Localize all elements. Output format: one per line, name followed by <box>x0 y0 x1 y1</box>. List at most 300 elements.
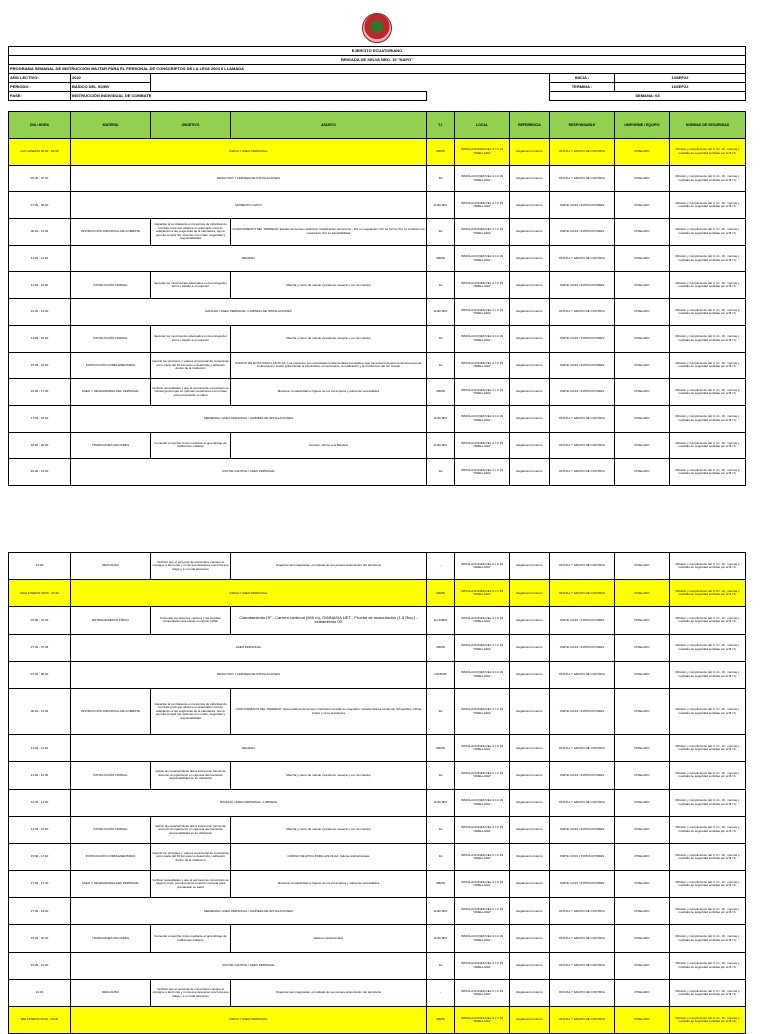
cell-uniform: PIXELADO <box>615 661 670 688</box>
cell-location: INSTALACIONES DEL C.I.C.19 "ORELLANA" <box>455 139 510 166</box>
cell-uniform: PIXELADO <box>615 688 670 734</box>
cell-activity: RANCHO / ASEO PERSONAL / LIMPIEZA <box>71 789 427 816</box>
cell-reference: Reglamento Interno <box>510 299 550 326</box>
cell-uniform: PIXELADO <box>615 871 670 898</box>
cell-location: INSTALACIONES DEL C.I.C.19 "ORELLANA" <box>455 379 510 406</box>
cell-responsible: OIRTE CIC19 / INSTRUCTORES <box>550 634 615 661</box>
cell-topic: CODIGO DE ETICA PARA LAS FF.AA: Los principios son enunciados fundamentales inmutables, que fomentan la buena conducta personal, institucional y social, gobernando la efectividad, el crecimiento, la realización y la conducción del ser cuerpo <box>231 352 427 379</box>
cell-activity: USO DE CANTINA / ASEO PERSONAL <box>71 952 427 979</box>
cell-responsible: OFICIAL Y GRUPO DE CONTROL <box>550 459 615 486</box>
table-row <box>9 1007 746 1034</box>
cell-day-hour: 14:00 - 15:00 <box>9 816 71 843</box>
table-row <box>9 165 746 192</box>
cell-reference: Reglamento Interno <box>510 352 550 379</box>
cell-location: INSTALACIONES DEL C.I.C.19 "ORELLANA" <box>455 607 510 634</box>
cell-location: INSTALACIONES DEL C.I.C.19 "ORELLANA" <box>455 898 510 925</box>
cell-activity: MERIENDA / ASEO PERSONAL / LIMPIEZA DE INSTALACIONES <box>71 898 427 925</box>
cell-uniform: PIXELADO <box>615 1007 670 1034</box>
cell-subject: TRADICIONES MILITARES <box>71 925 151 952</box>
cell-reference: Reglamento Interno <box>510 898 550 925</box>
cell-responsible: OFICIAL Y GRUPO DE CONTROL <box>550 580 615 607</box>
cell-reference: Reglamento Interno <box>510 192 550 219</box>
cell-uniform: PIXELADO <box>615 580 670 607</box>
cell-reference: Reglamento Interno <box>510 789 550 816</box>
cell-safety: Difusión y cumplimiento del C.I.C. 19 , normas y medidas de seguridad emitidas por el B.I.S. <box>670 843 746 870</box>
cell-safety: Difusión y cumplimiento del C.I.C. 19 , normas y medidas de seguridad emitidas por el B.I.S. <box>670 245 746 272</box>
year-value: 2022 <box>71 74 151 83</box>
cell-subject: DESCANSO <box>71 979 151 1006</box>
cell-location: INSTALACIONES DEL C.I.C.19 "ORELLANA" <box>455 1007 510 1034</box>
cell-subject: INSTRUCCIÓN INDIVIDUAL DE COMBATE <box>71 219 151 246</box>
cell-time: 30MIN <box>427 379 455 406</box>
table-row <box>9 762 746 789</box>
cell-uniform: PIXELADO <box>615 192 670 219</box>
cell-responsible: OFICIAL Y GRUPO DE CONTROL <box>550 898 615 925</box>
cell-location: INSTALACIONES DEL C.I.C.19 "ORELLANA" <box>455 245 510 272</box>
cell-responsible: OFICIAL Y GRUPO DE CONTROL <box>550 925 615 952</box>
cell-day-hour: 21:00 <box>9 553 71 580</box>
cell-location: INSTALACIONES DEL C.I.C.19 "ORELLANA" <box>455 580 510 607</box>
cell-activity: DIANA Y ASEO PERSONAL <box>71 1007 427 1034</box>
cell-responsible: OFICIAL Y GRUPO DE CONTROL <box>550 735 615 762</box>
table-row <box>9 432 746 459</box>
cell-day-hour: 19:00 - 20:30 <box>9 925 71 952</box>
cell-topic: CONOCIMIENTO DEL TERRENO: Estudio del terreno definición Clasificación del terreno - Por su vegetación: Por su forma, Por su condición de naturaleza, Por su transitabilidad <box>231 219 427 246</box>
table-row <box>9 139 746 166</box>
cell-subject: INSTRUCCIÓN INDIVIDUAL DE COMBATE <box>71 688 151 734</box>
cell-location: INSTALACIONES DEL C.I.C.19 "ORELLANA" <box>455 459 510 486</box>
cell-location: INSTALACIONES DEL C.I.C.19 "ORELLANA" <box>455 405 510 432</box>
phase-value: INSTRUCCIÓN INDIVIDUAL DE COMBATE <box>71 92 427 101</box>
cell-objective: Verificar necesidades y que el personal de conscriptos se haga en buen personal de la conexión correcta para precautelar su salud <box>151 871 231 898</box>
cell-time: 30MIN <box>427 139 455 166</box>
cell-reference: Reglamento Interno <box>510 843 550 870</box>
cell-location: INSTALACIONES DEL C.I.C.19 "ORELLANA" <box>455 762 510 789</box>
cell-day-hour: 17:00 - 17:30 <box>9 871 71 898</box>
cell-reference: Reglamento Interno <box>510 1007 550 1034</box>
cell-time: 1H <box>427 762 455 789</box>
cell-safety: Difusión y cumplimiento del C.I.C. 19 , normas y medidas de seguridad emitidas por el B.I.S. <box>670 325 746 352</box>
cell-safety: Difusión y cumplimiento del C.I.C. 19 , normas y medidas de seguridad emitidas por el B.I.S. <box>670 607 746 634</box>
table-row <box>9 580 746 607</box>
column-header: T.I. <box>427 112 455 139</box>
cell-reference: Reglamento Interno <box>510 580 550 607</box>
cell-day-hour: 06:00 - 07:30 <box>9 607 71 634</box>
period-value: BÁSICO DEL SOMV <box>71 83 151 92</box>
column-header: MATERIA <box>71 112 151 139</box>
cell-uniform: PIXELADO <box>615 459 670 486</box>
cell-activity: DIANA Y ASEO PERSONAL <box>71 139 427 166</box>
cell-subject: ASEO Y NECESIDADES DEL PERSONAL <box>71 379 151 406</box>
cell-safety: Difusión y cumplimiento del C.I.C. 19 , normas y medidas de seguridad emitidas por el B.I.S. <box>670 219 746 246</box>
cell-uniform: PIXELADO <box>615 634 670 661</box>
cell-safety: Difusión y cumplimiento del C.I.C. 19 , normas y medidas de seguridad emitidas por el B.I.S. <box>670 634 746 661</box>
cell-responsible: OFICIAL Y GRUPO DE CONTROL <box>550 789 615 816</box>
cell-time: 1H30 MIN <box>427 898 455 925</box>
cell-time: 30MIN <box>427 735 455 762</box>
week-label: SEMANA: 03 <box>550 92 746 101</box>
year-label: AÑO LECTIVO: <box>9 74 71 83</box>
cell-time: 1H30 MIN <box>427 789 455 816</box>
cell-uniform: PIXELADO <box>615 245 670 272</box>
cell-location: INSTALACIONES DEL C.I.C.19 "ORELLANA" <box>455 661 510 688</box>
cell-day-hour: 15:00 - 17:00 <box>9 843 71 870</box>
cell-safety: Difusión y cumplimiento del C.I.C. 19 , normas y medidas de seguridad emitidas por el B.I.S. <box>670 580 746 607</box>
cell-uniform: PIXELADO <box>615 762 670 789</box>
cell-topic: Organizar las imaginarias, el cuidado de sus pertenencias dentro del dormitorio <box>231 979 427 1006</box>
column-header: ASUNTO <box>231 112 427 139</box>
cell-day-hour: MIE 14SEP22 06:00 - 06:30 <box>9 1007 71 1034</box>
cell-objective: Capacitar al combatiente en la técnica de individual de combate para que alcance un adecuado nivel de adaptación a las exigencias de la naturaleza, que le permita cumplir las misiones con orden, seguridad y responsabilidad <box>151 688 231 734</box>
cell-reference: Reglamento Interno <box>510 432 550 459</box>
schedule-header-table <box>8 46 746 486</box>
cell-objective: Fomentar el espíritu cívico mediante el aprendizaje de tradiciones militares <box>151 925 231 952</box>
cell-responsible: OFICIAL Y GRUPO DE CONTROL <box>550 299 615 326</box>
table-row <box>9 219 746 246</box>
cell-reference: Reglamento Interno <box>510 762 550 789</box>
cell-safety: Difusión y cumplimiento del C.I.C. 19 , normas y medidas de seguridad emitidas por el B.I.S. <box>670 789 746 816</box>
cell-safety: Difusión y cumplimiento del C.I.C. 19 , normas y medidas de seguridad emitidas por el B.I.S. <box>670 165 746 192</box>
cell-location: INSTALACIONES DEL C.I.C.19 "ORELLANA" <box>455 735 510 762</box>
cell-day-hour: MAR 13SEP22 06:00 - 06:30 <box>9 580 71 607</box>
cell-location: INSTALACIONES DEL C.I.C.19 "ORELLANA" <box>455 553 510 580</box>
cell-safety: Difusión y cumplimiento del C.I.C. 19 , normas y medidas de seguridad emitidas por el B.I.S. <box>670 762 746 789</box>
cell-day-hour: 08:00 - 11:00 <box>9 219 71 246</box>
cell-safety: Difusión y cumplimiento del C.I.C. 19 , normas y medidas de seguridad emitidas por el B.I.S. <box>670 432 746 459</box>
cell-topic: Marcha y cierre de mando (revista de muestra y voz de mando) <box>231 325 427 352</box>
cell-safety: Difusión y cumplimiento del C.I.C. 19 , normas y medidas de seguridad emitidas por el B.I.S. <box>670 405 746 432</box>
cell-reference: Reglamento Interno <box>510 871 550 898</box>
table-row <box>9 325 746 352</box>
column-header: DIA / HORA <box>9 112 71 139</box>
cell-responsible: OIRTE CIC19 / INSTRUCTORES <box>550 219 615 246</box>
cell-uniform: PIXELADO <box>615 325 670 352</box>
cell-reference: Reglamento Interno <box>510 165 550 192</box>
table-row <box>9 459 746 486</box>
column-header: REFERENCIA <box>510 112 550 139</box>
cell-location: INSTALACIONES DEL C.I.C.19 "ORELLANA" <box>455 432 510 459</box>
cell-responsible: OFICIAL Y GRUPO DE CONTROL <box>550 553 615 580</box>
cell-responsible: OIRTE CIC19 / INSTRUCTORES <box>550 871 615 898</box>
cell-responsible: OFICIAL Y GRUPO DE CONTROL <box>550 432 615 459</box>
cell-uniform: PIXELADO <box>615 898 670 925</box>
cell-time: 1H <box>427 352 455 379</box>
cell-day-hour: 07:30 - 07:45 <box>9 634 71 661</box>
cell-day-hour: 20:00 - 21:00 <box>9 459 71 486</box>
cell-safety: Difusión y cumplimiento del C.I.C. 19 , normas y medidas de seguridad emitidas por el B.I.S. <box>670 661 746 688</box>
cell-topic: Mantener la salubridad e higiene de los conscriptos y solventar necesidades <box>231 871 427 898</box>
cell-time: 1H <box>427 459 455 486</box>
cell-objective: Ejecutar los movimientos adecuados en la entrega del arma y saludo a un superior <box>151 325 231 352</box>
cell-subject: INSTRUCCIÓN FORMAL <box>71 816 151 843</box>
cell-location: INSTALACIONES DEL C.I.C.19 "ORELLANA" <box>455 219 510 246</box>
table-row <box>9 925 746 952</box>
cell-responsible: OFICIAL Y GRUPO DE CONTROL <box>550 1007 615 1034</box>
table-row <box>9 607 746 634</box>
cell-reference: Reglamento Interno <box>510 379 550 406</box>
cell-time: 3H <box>427 688 455 734</box>
phase-label: FASE: <box>9 92 71 101</box>
cell-topic: Marcha y cierre de mando (revista de muestra y voz de mando) <box>231 762 427 789</box>
cell-safety: Difusión y cumplimiento del C.I.C. 19 , normas y medidas de seguridad emitidas por el B.I.S. <box>670 816 746 843</box>
table-row <box>9 898 746 925</box>
cell-topic: Valores institucionales <box>231 925 427 952</box>
cell-location: INSTALACIONES DEL C.I.C.19 "ORELLANA" <box>455 299 510 326</box>
cell-responsible: OIRTE CIC19 / INSTRUCTORES <box>550 816 615 843</box>
cell-time: 1H30 MIN <box>427 405 455 432</box>
table-row <box>9 979 746 1006</box>
cell-location: INSTALACIONES DEL C.I.C.19 "ORELLANA" <box>455 952 510 979</box>
cell-reference: Reglamento Interno <box>510 735 550 762</box>
cell-reference: Reglamento Interno <box>510 979 550 1006</box>
cell-uniform: PIXELADO <box>615 352 670 379</box>
cell-safety: Difusión y cumplimiento del C.I.C. 19 , normas y medidas de seguridad emitidas por el B.I.S. <box>670 688 746 734</box>
cell-uniform: PIXELADO <box>615 789 670 816</box>
cell-topic: Canción, Himno a la Bandera <box>231 432 427 459</box>
cell-safety: Difusión y cumplimiento del C.I.C. 19 , normas y medidas de seguridad emitidas por el B.I.S. <box>670 871 746 898</box>
cell-time: 1H30 MIN <box>427 432 455 459</box>
cell-responsible: OIRTE CIC19 / INSTRUCTORES <box>550 688 615 734</box>
cell-safety: Difusión y cumplimiento del C.I.C. 19 , normas y medidas de seguridad emitidas por el B.I.S. <box>670 925 746 952</box>
end-value: 16SEP22 <box>615 83 746 92</box>
cell-safety: Difusión y cumplimiento del C.I.C. 19 , normas y medidas de seguridad emitidas por el B.I.S. <box>670 272 746 299</box>
column-header: LOCAL <box>455 112 510 139</box>
cell-day-hour: 12:30 - 14:00 <box>9 789 71 816</box>
cell-location: INSTALACIONES DEL C.I.C.19 "ORELLANA" <box>455 325 510 352</box>
cell-location: INSTALACIONES DEL C.I.C.19 "ORELLANA" <box>455 979 510 1006</box>
table-row <box>9 379 746 406</box>
org-title: EJERCITO ECUATORIANO <box>9 47 746 56</box>
table-row <box>9 245 746 272</box>
cell-uniform: PIXELADO <box>615 735 670 762</box>
cell-time: 1H <box>427 952 455 979</box>
cell-responsible: OFICIAL Y GRUPO DE CONTROL <box>550 139 615 166</box>
cell-objective: Ejecutar los movimientos adecuados en la entrega del arma y saludo a un superior <box>151 272 231 299</box>
cell-responsible: OIRTE CIC19 / INSTRUCTORES <box>550 843 615 870</box>
cell-uniform: PIXELADO <box>615 272 670 299</box>
cell-activity: MERIENDA / ASEO PERSONAL / LIMPIEZA DE INSTALACIONES <box>71 405 427 432</box>
table-row <box>9 871 746 898</box>
cell-responsible: OFICIAL Y GRUPO DE CONTROL <box>550 405 615 432</box>
cell-objective: Impartir los principios y valores al personal de conscriptos como parte del FF.AA para su desarrollo y adhesión dentro de la institución <box>151 843 231 870</box>
table-row <box>9 952 746 979</box>
schedule-body-1 <box>9 139 746 486</box>
table-row <box>9 405 746 432</box>
column-header: NORMAS DE SEGURIDAD <box>670 112 746 139</box>
cell-uniform: PIXELADO <box>615 553 670 580</box>
cell-responsible: OIRTE CIC19 / INSTRUCTORES <box>550 352 615 379</box>
cell-uniform: PIXELADO <box>615 405 670 432</box>
cell-topic: Organizar las imaginarias, el cuidado de sus pertenencias dentro del dormitorio <box>231 553 427 580</box>
cell-subject: DESCANSO <box>71 553 151 580</box>
schedule-page-2 <box>8 552 745 1034</box>
cell-responsible: OIRTE CIC19 / INSTRUCTORES <box>550 379 615 406</box>
cell-responsible: OIRTE CIC19 / INSTRUCTORES <box>550 607 615 634</box>
cell-activity: DESAYUNO Y LIMPIEZA DE INSTALACIONES <box>71 661 427 688</box>
cell-topic: Calentamiento DF - Carrera continua (600 m)- GIMNASIA UET - Prueba de musculación (1-5 Rep.) - estiramiento 05' <box>231 607 427 634</box>
cell-uniform: PIXELADO <box>615 299 670 326</box>
army-emblem-icon <box>362 13 392 43</box>
cell-reference: Reglamento Interno <box>510 634 550 661</box>
cell-activity: RANCHO / ASEO PERSONAL / LIMPIEZA DE INSTALACIONES <box>71 299 427 326</box>
cell-activity: USO DE CANTINA / ASEO PERSONAL <box>71 459 427 486</box>
table-row <box>9 735 746 762</box>
column-header: RESPONSABLE <box>550 112 615 139</box>
schedule-table-2 <box>8 552 746 1034</box>
cell-uniform: PIXELADO <box>615 139 670 166</box>
cell-uniform: PIXELADO <box>615 952 670 979</box>
cell-responsible: OFICIAL Y GRUPO DE CONTROL <box>550 661 615 688</box>
cell-subject: INSTRUCCIÓN FORMAL <box>71 325 151 352</box>
cell-safety: Difusión y cumplimiento del C.I.C. 19 , normas y medidas de seguridad emitidas por el B.I.S. <box>670 459 746 486</box>
cell-subject: TRADICIONES MILITARES <box>71 432 151 459</box>
cell-topic: CODIGO DE ETICA PARA LAS FF.AA: Valores institucionales <box>231 843 427 870</box>
table-row <box>9 789 746 816</box>
cell-reference: Reglamento Interno <box>510 272 550 299</box>
cell-objective: Impartir los principios y valores al personal de conscriptos como parte del FF.AA para su desarrollo y adhesión dentro de la institución <box>151 352 231 379</box>
cell-time: 1H <box>427 843 455 870</box>
cell-safety: Difusión y cumplimiento del C.I.C. 19 , normas y medidas de seguridad emitidas por el B.I.S. <box>670 352 746 379</box>
cell-subject: ASEO Y NECESIDADES DEL PERSONAL <box>71 871 151 898</box>
cell-topic: Marcha y cierre de mando (revista de muestra y voz de mando) <box>231 272 427 299</box>
cell-objective: Verificar necesidades y que el personal de conscriptos se mantenga al hogar en óptimas condiciones como base para precautelar su salud <box>151 379 231 406</box>
cell-responsible: OIRTE CIC19 / INSTRUCTORES <box>550 325 615 352</box>
cell-day-hour: 11:30 - 12:30 <box>9 272 71 299</box>
cell-reference: Reglamento Interno <box>510 661 550 688</box>
cell-safety: Difusión y cumplimiento del C.I.C. 19 , normas y medidas de seguridad emitidas por el B.I.S. <box>670 898 746 925</box>
cell-day-hour: 08:00 - 11:00 <box>9 688 71 734</box>
cell-time: - <box>427 553 455 580</box>
cell-day-hour: 12:30 - 14:00 <box>9 299 71 326</box>
cell-location: INSTALACIONES DEL C.I.C.19 "ORELLANA" <box>455 925 510 952</box>
cell-reference: Reglamento Interno <box>510 139 550 166</box>
cell-activity: DESAYUNO Y LIMPIEZA DE INSTALACIONES <box>71 165 427 192</box>
cell-location: INSTALACIONES DEL C.I.C.19 "ORELLANA" <box>455 843 510 870</box>
cell-location: INSTALACIONES DEL C.I.C.19 "ORELLANA" <box>455 816 510 843</box>
cell-activity: DIANA Y ASEO PERSONAL <box>71 580 427 607</box>
cell-safety: Difusión y cumplimiento del C.I.C. 19 , normas y medidas de seguridad emitidas por el B.I.S. <box>670 379 746 406</box>
cell-time: 1H <box>427 165 455 192</box>
cell-subject: ENTRENAMIENTO FÍSICO <box>71 607 151 634</box>
cell-day-hour: 11:30 - 12:30 <box>9 762 71 789</box>
cell-time: 1H <box>427 325 455 352</box>
schedule-page-1 <box>8 10 745 486</box>
table-row <box>9 634 746 661</box>
cell-reference: Reglamento Interno <box>510 219 550 246</box>
cell-activity: ASEO PERSONAL <box>71 634 427 661</box>
cell-location: INSTALACIONES DEL C.I.C.19 "ORELLANA" <box>455 634 510 661</box>
cell-activity: MOMENTO CIVICO <box>71 192 427 219</box>
cell-responsible: OFICIAL Y GRUPO DE CONTROL <box>550 245 615 272</box>
cell-uniform: PIXELADO <box>615 432 670 459</box>
cell-day-hour: 11:00 - 11:30 <box>9 245 71 272</box>
cell-responsible: OIRTE CIC19 / INSTRUCTORES <box>550 762 615 789</box>
program-title: PROGRAMA SEMANAL DE INSTRUCCIÓN MILITAR PARA EL PERSONAL DE CONSCRIPTOS DE LA LEVA 2003 II LLAMADA <box>9 65 746 74</box>
cell-reference: Reglamento Interno <box>510 925 550 952</box>
cell-activity: RECESO <box>71 245 427 272</box>
cell-reference: Reglamento Interno <box>510 325 550 352</box>
cell-time: 30MIN <box>427 245 455 272</box>
table-row <box>9 843 746 870</box>
cell-day-hour: 21:30 <box>9 979 71 1006</box>
cell-uniform: PIXELADO <box>615 843 670 870</box>
unit-title: BRIGADA DE SELVA NRO. 19 "NAPO" <box>9 56 746 65</box>
cell-objective: Verificar que el personal de conscriptos coloque el consigne a las horas y no de que descansó a la hora que fatiga y a un total descanso <box>151 553 231 580</box>
cell-day-hour: 06:30 - 07:30 <box>9 165 71 192</box>
cell-time: 1H 30MIN <box>427 607 455 634</box>
cell-location: INSTALACIONES DEL C.I.C.19 "ORELLANA" <box>455 871 510 898</box>
cell-uniform: PIXELADO <box>615 607 670 634</box>
cell-time: 1H <box>427 272 455 299</box>
cell-day-hour: 07:30 - 08:00 <box>9 192 71 219</box>
table-row <box>9 661 746 688</box>
cell-uniform: PIXELADO <box>615 979 670 1006</box>
cell-location: INSTALACIONES DEL C.I.C.19 "ORELLANA" <box>455 192 510 219</box>
cell-time: 30MIN <box>427 871 455 898</box>
cell-subject: INSTRUCCIÓN COMPLEMENTARIA <box>71 352 151 379</box>
cell-reference: Reglamento Interno <box>510 952 550 979</box>
cell-day-hour: 14:00 - 15:00 <box>9 325 71 352</box>
cell-safety: Difusión y cumplimiento del C.I.C. 19 , normas y medidas de seguridad emitidas por el B.I.S. <box>670 299 746 326</box>
cell-reference: Reglamento Interno <box>510 688 550 734</box>
cell-day-hour: 07:00 - 08:00 <box>9 661 71 688</box>
column-header: OBJETIVO <box>151 112 231 139</box>
cell-responsible: OFICIAL Y GRUPO DE CONTROL <box>550 952 615 979</box>
cell-day-hour: 20:30 - 21:30 <box>9 952 71 979</box>
period-label: PERIODO : <box>9 83 71 92</box>
cell-time: - <box>427 979 455 1006</box>
end-label: TERMINA : <box>550 83 615 92</box>
cell-location: INSTALACIONES DEL C.I.C.19 "ORELLANA" <box>455 789 510 816</box>
cell-safety: Difusión y cumplimiento del C.I.C. 19 , normas y medidas de seguridad emitidas por el B.I.S. <box>670 952 746 979</box>
cell-responsible: OIRTE CIC19 / INSTRUCTORES <box>550 192 615 219</box>
cell-topic: Mantener la salubridad e higiene de los conscriptos y solventar necesidades <box>231 379 427 406</box>
column-header: UNIFORME / EQUIPO <box>615 112 670 139</box>
cell-day-hour: LUN 12SEP22 06:00 - 06:30 <box>9 139 71 166</box>
cell-time: 1H30 MIN <box>427 299 455 326</box>
cell-objective: Definir las características del la instrucción formal de acuerdo al reglamento en vigencia demostrando responsabilidad en su utilización <box>151 762 231 789</box>
cell-objective: Definir las características del la instrucción formal de acuerdo al reglamento en vigencia demostrando responsabilidad en su utilización <box>151 816 231 843</box>
cell-time: 30MIN <box>427 634 455 661</box>
cell-location: INSTALACIONES DEL C.I.C.19 "ORELLANA" <box>455 688 510 734</box>
cell-subject: INSTRUCCIÓN FORMAL <box>71 272 151 299</box>
table-row <box>9 272 746 299</box>
table-row <box>9 553 746 580</box>
cell-responsible: OIRTE CIC19 / INSTRUCTORES <box>550 272 615 299</box>
cell-day-hour: 16:00 - 17:00 <box>9 379 71 406</box>
cell-reference: Reglamento Interno <box>510 816 550 843</box>
cell-objective: Fomentar el espíritu cívico mediante el aprendizaje de tradiciones militares <box>151 432 231 459</box>
cell-location: INSTALACIONES DEL C.I.C.19 "ORELLANA" <box>455 352 510 379</box>
table-row <box>9 299 746 326</box>
cell-safety: Difusión y cumplimiento del C.I.C. 19 , normas y medidas de seguridad emitidas por el B.I.S. <box>670 1007 746 1034</box>
cell-time: 30MIN <box>427 1007 455 1034</box>
column-headers <box>9 112 746 139</box>
schedule-body-2 <box>9 553 746 1034</box>
cell-day-hour: 17:30 - 19:00 <box>9 898 71 925</box>
cell-uniform: PIXELADO <box>615 816 670 843</box>
cell-time: 3H <box>427 219 455 246</box>
cell-uniform: PIXELADO <box>615 379 670 406</box>
table-row <box>9 192 746 219</box>
cell-day-hour: 11:00 - 11:30 <box>9 735 71 762</box>
cell-location: INSTALACIONES DEL C.I.C.19 "ORELLANA" <box>455 272 510 299</box>
cell-uniform: PIXELADO <box>615 219 670 246</box>
cell-topic: Marcha y cierre de mando (revista de muestra y voz de mando) <box>231 816 427 843</box>
cell-topic: CONOCIMIENTO DEL TERRENO: Nomenclatura del terreno: Definición Accidente orográfico: Características Accidente hidrográfico: Obras civiles y otros accidentes <box>231 688 427 734</box>
table-row <box>9 352 746 379</box>
cell-activity: RECESO <box>71 735 427 762</box>
